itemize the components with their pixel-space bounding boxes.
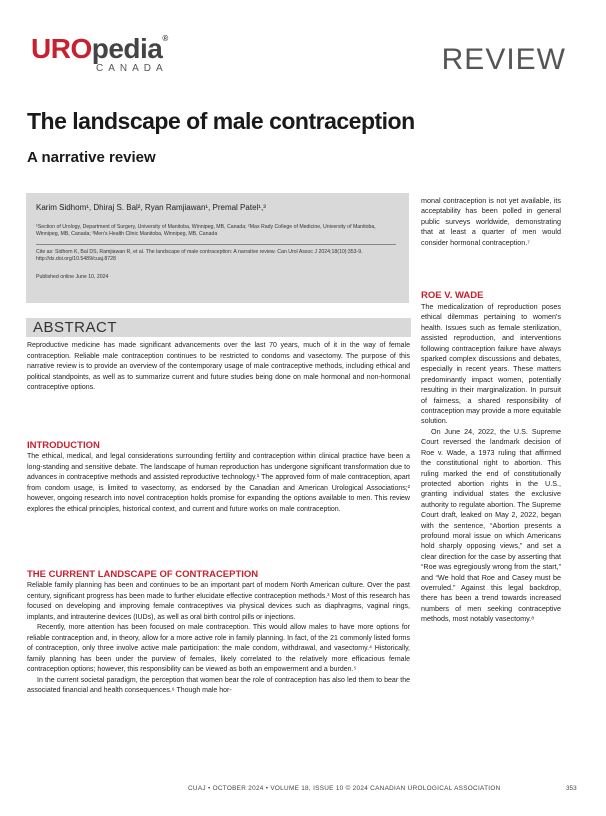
landscape-text [27,581,410,697]
roe-v-wade-heading: ROE V. WADE [421,290,484,301]
section-label: REVIEW [441,43,566,76]
info-divider [36,244,396,245]
intro-text [27,452,410,515]
intro-paragraph: The ethical, medical, and legal considerations surrounding fertility and contraception within clinical practice have been a long-standing and sensitive debate. The landscape of human reproduction has undergone significant transformation due to advances in contraceptive methods and assisted reproductive technology.¹ The approved form of male contraception, apart from condom usage, is limited to vasectomy, as endorsed by the Canadian and American Urological Associations;² however, ongoing research into novel contraception holds promise for expanding the options available to men. This review explores the ethical principles, historical context, and current and future works on male contraception. [27,453,410,513]
affiliations: ¹Section of Urology, Department of Surgery, University of Manitoba, Winnipeg, MB, Canada; ²Max Rady College of Medicine, University of Manitoba, Winnipeg, MB, Canada; ³Men's Health Clinic Manitoba, Winnipeg, MB, Canada [36,224,376,237]
abstract-heading: ABSTRACT [33,319,118,336]
author-list: Karim Sidhom¹, Dhiraj S. Bal², Ryan Ramjiawan¹, Premal Patel¹,³ [36,203,266,212]
right-column-top [421,196,561,248]
published-date: Published online June 10, 2024 [36,274,109,280]
logo-uro-text: URO [31,33,92,64]
article-title: The landscape of male contraception [27,108,415,134]
article-subtitle: A narrative review [27,149,156,166]
page-number: 353 [566,785,577,792]
journal-footer: CUAJ • OCTOBER 2024 • VOLUME 18, ISSUE 10 © 2024 CANADIAN UROLOGICAL ASSOCIATION [188,785,501,792]
registered-mark: ® [162,34,168,43]
landscape-paragraph-2: Recently, more attention has been focused on male contraception. This would allow males to have more options for reliable contraception and, in theory, allow for a more active role in family planning. In fact, of the 21 commonly listed forms of contraception, only three involve active male participation: the male condom, withdrawal, and vasectomy.⁴ Historically, family planning has been under the purview of females, likely correlated to the relatively more efficacious female contraception options; however, this responsibility can be viewed as both an empowerment and a burden.⁵ [27,624,410,673]
citation: Cite as: Sidhom K, Bal DS, Ramjiawan R, et al. The landscape of male contraception: A narrative review. Can Urol Assoc J 2024;18(10):353-9. http://dx.doi.org/10.5489/cuaj.8728 [36,249,363,262]
right-paragraph-2: On June 24, 2022, the U.S. Supreme Court reversed the landmark decision of Roe v. Wade, a 1973 ruling that affirmed the constitutional right to abortion. This ruling marked the end of constitutionally protected abortion rights in the U.S., granting individual states the exclusive authority to regulate abortion. The Supreme Court draft, leaked on May 2, 2022, began with the sentence, “Abortion presents a profound moral issue on which Americans hold sharply opposing views,” and set a clear direction for the case by asserting that “Roe was egregiously wrong from the start,” and “We hold that Roe and Casey must be overruled.” Against this legal backdrop, there has been a trend towards increased numbers of men seeking contraceptive methods, most notably vasectomy.⁸ [421,426,561,624]
right-paragraph-0: monal contraception is not yet available, its acceptability has been polled in general public surveys worldwide, demonstrating that at least a quarter of men would consider hormonal contraception.⁷ [421,196,561,247]
article-info-box [26,193,409,303]
logo-country: CANADA [96,63,168,74]
right-column-body [421,302,561,625]
landscape-paragraph-1: Reliable family planning has been and continues to be an important part of modern North American culture. Over the past century, significant progress has been made to further elucidate effective contraception methods.³ Most of this research has focused on developing and improving female contraceptives via physical devices such as diaphragms, vaginal rings, implants, and intrauterine devices (IUDs), as well as oral birth control pills or injections. [27,582,410,621]
uropedia-logo [31,35,168,63]
landscape-heading: THE CURRENT LANDSCAPE OF CONTRACEPTION [27,569,259,580]
logo-pedia-text: pedia [91,33,163,64]
intro-heading: INTRODUCTION [27,440,100,451]
abstract-text: Reproductive medicine has made significant advancements over the last 70 years, much of it in the way of female contraception. Reliable male contraception continues to be restricted to condoms and vasectomy. The purpose of this narrative review is to provide an overview of the contemporary usage of male contraceptive methods, including ethical and political standpoints, as well as to summarize current and future studies being done on male hormonal and non-hormonal contraceptive options. [27,342,410,392]
right-paragraph-1: The medicalization of reproduction poses ethical dilemmas pertaining to women's health. Issues such as female sterilization, assisted reproduction, and interventions following contraception failure have always sparked complex discussions and debates, especially in recent years. These matters predominantly impact women, potentially resulting in their marginalization. In pursuit of fairness, a shared responsibility of contraception may provide a more equitable solution. [421,302,561,426]
landscape-paragraph-3: In the current societal paradigm, the perception that women bear the role of contraception has also led them to bear the associated financial and health consequences.⁶ Though male hor- [27,676,410,694]
